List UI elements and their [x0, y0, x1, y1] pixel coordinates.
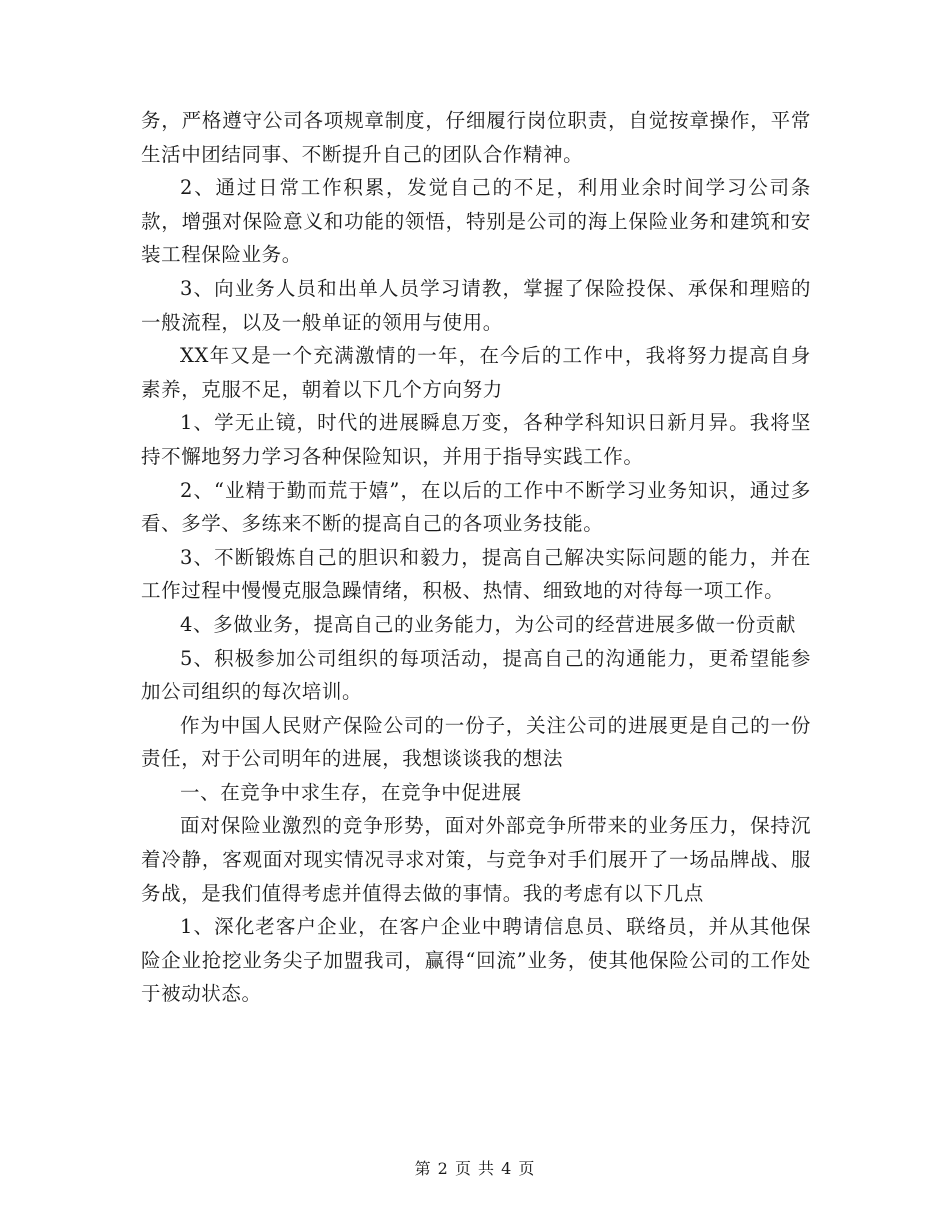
paragraph: 面对保险业激烈的竞争形势，面对外部竞争所带来的业务压力，保持沉着冷静，客观面对现实情况寻求对策，与竞争对手们展开了一场品牌战、服务战，是我们值得考虑并值得去做的事情。我的考虑有以下几点	[141, 814, 811, 905]
paragraph: 4、多做业务，提高自己的业务能力，为公司的经营进展多做一份贡献	[180, 612, 797, 636]
paragraph: 3、不断锻炼自己的胆识和毅力，提高自己解决实际问题的能力，并在工作过程中慢慢克服急躁情绪，积极、热情、细致地的对待每一项工作。	[141, 545, 811, 603]
paragraph: 2、“业精于勤而荒于嬉”，在以后的工作中不断学习业务知识，通过多看、多学、多练来不断的提高自己的各项业务技能。	[141, 478, 811, 536]
paragraph: XX年又是一个充满激情的一年，在今后的工作中，我将努力提高自身素养，克服不足，朝着以下几个方向努力	[141, 344, 811, 401]
paragraph: 3、向业务人员和出单人员学习请教，掌握了保险投保、承保和理赔的一般流程，以及一般单证的领用与使用。	[141, 276, 811, 334]
paragraph: 1、深化老客户企业，在客户企业中聘请信息员、联络员，并从其他保险企业抢挖业务尖子加盟我司，赢得“回流”业务，使其他保险公司的工作处于被动状态。	[141, 915, 811, 1006]
section-heading: 一、在竞争中求生存，在竞争中促进展	[180, 780, 522, 804]
paragraph: 1、学无止镜，时代的进展瞬息万变，各种学科知识日新月异。我将坚持不懈地努力学习各种保险知识，并用于指导实践工作。	[141, 411, 811, 468]
page-number-footer: 第 2 页 共 4 页	[414, 1159, 536, 1178]
paragraph: 务，严格遵守公司各项规章制度，仔细履行岗位职责，自觉按章操作，平常生活中团结同事、不断提升自己的团队合作精神。	[141, 109, 811, 166]
paragraph: 作为中国人民财产保险公司的一份子，关注公司的进展更是自己的一份责任，对于公司明年的进展，我想谈谈我的想法	[141, 713, 811, 771]
paragraph: 5、积极参加公司组织的每项活动，提高自己的沟通能力，更希望能参加公司组织的每次培训。	[141, 646, 811, 704]
document-body	[141, 104, 811, 1011]
paragraph: 2、通过日常工作积累，发觉自己的不足，利用业余时间学习公司条款，增强对保险意义和功能的领悟，特别是公司的海上保险业务和建筑和安装工程保险业务。	[141, 176, 811, 267]
